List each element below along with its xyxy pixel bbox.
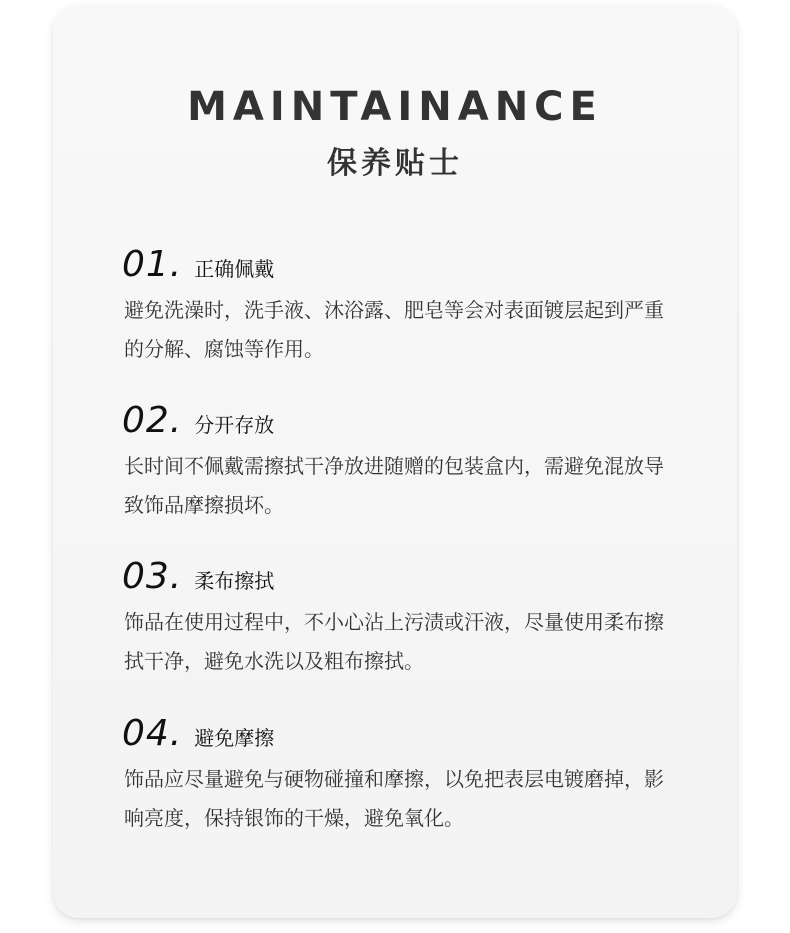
- tip-number: 03.: [122, 556, 183, 597]
- page-title: MAINTAINANCE: [187, 84, 603, 130]
- tip-number: 01.: [122, 244, 183, 285]
- tip-title: 避免摩擦: [194, 726, 275, 750]
- page-subtitle: 保养贴士: [327, 146, 463, 181]
- tip-heading: [122, 243, 682, 287]
- tip-title: 正确佩戴: [194, 257, 275, 281]
- tip-description: 避免洗澡时，洗手液、沐浴露、肥皂等会对表面镀层起到严重的分解、腐蚀等作用。: [124, 298, 664, 361]
- tip-item-1: [122, 243, 682, 369]
- tip-description: 长时间不佩戴需擦拭干净放进随赠的包装盒内，需避免混放导致饰品摩擦损坏。: [124, 454, 664, 517]
- tip-heading: [122, 399, 682, 443]
- tip-item-3: [122, 555, 682, 681]
- tip-title: 分开存放: [194, 413, 275, 437]
- tip-number: 02.: [122, 400, 183, 441]
- tip-item-2: [122, 399, 682, 525]
- tip-description: 饰品在使用过程中，不小心沾上污渍或汗液，尽量使用柔布擦拭干净，避免水洗以及粗布擦拭。: [124, 610, 664, 673]
- tip-description: 饰品应尽量避免与硬物碰撞和摩擦，以免把表层电镀磨掉，影响亮度，保持银饰的干燥，避免氧化。: [124, 767, 664, 830]
- tip-heading: [122, 712, 682, 756]
- tip-number: 04.: [122, 713, 183, 754]
- tip-item-4: [122, 712, 682, 838]
- tip-title: 柔布擦拭: [194, 569, 275, 593]
- tip-heading: [122, 555, 682, 599]
